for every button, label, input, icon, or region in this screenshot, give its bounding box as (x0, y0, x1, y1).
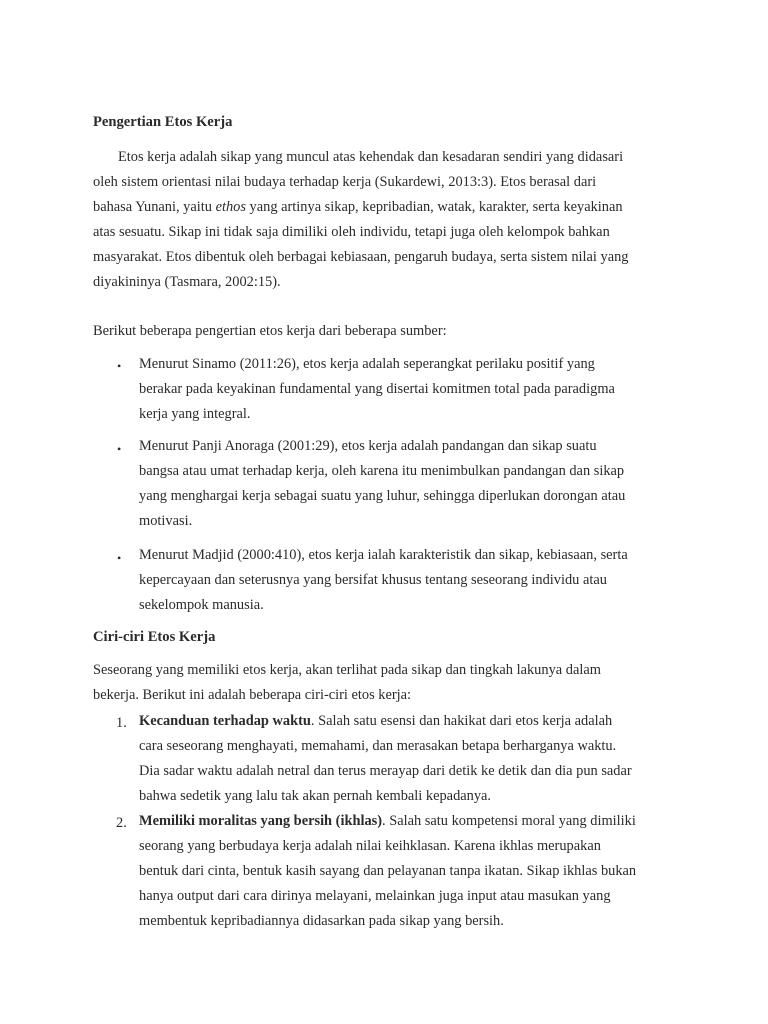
paragraph-line: diyakininya (Tasmara, 2002:15). (93, 274, 281, 290)
list-item-line: yang menghargai kerja sebagai suatu yang luhur, sehingga diperlukan dorongan atau (139, 488, 626, 504)
numbered-list-item (139, 809, 699, 934)
section-heading-ciri-ciri: Ciri-ciri Etos Kerja (93, 629, 216, 645)
list-item-line: kerja yang integral. (139, 406, 251, 422)
paragraph-line (93, 195, 683, 220)
list-number: 1. (116, 715, 127, 731)
section-heading-pengertian: Pengertian Etos Kerja (93, 114, 233, 130)
paragraph-text: yang artinya sikap, kepribadian, watak, karakter, serta keyakinan (245, 199, 623, 215)
list-item-line: seorang yang berbudaya kerja adalah nilai keihklasan. Karena ikhlas merupakan (139, 838, 601, 854)
numbered-list-item (139, 709, 699, 809)
list-item-line: Menurut Sinamo (2011:26), etos kerja adalah seperangkat perilaku positif yang (139, 356, 595, 372)
list-item-line: motivasi. (139, 513, 193, 529)
list-item-text: . Salah satu esensi dan hakikat dari etos kerja adalah (310, 713, 613, 729)
italic-term: ethos (215, 199, 246, 215)
list-number: 2. (116, 815, 127, 831)
list-item-line: berakar pada keyakinan fundamental yang disertai komitmen total pada paradigma (139, 381, 615, 397)
list-item-line: Dia sadar waktu adalah netral dan terus merayap dari detik ke detik dan dia pun sadar (139, 763, 632, 779)
paragraph-line: Etos kerja adalah sikap yang muncul atas kehendak dan kesadaran sendiri yang didasari (118, 149, 624, 165)
paragraph-intro (93, 319, 683, 344)
paragraph-line: Seseorang yang memiliki etos kerja, akan terlihat pada sikap dan tingkah lakunya dalam (93, 662, 601, 678)
paragraph-line: bekerja. Berikut ini adalah beberapa ciri-ciri etos kerja: (93, 687, 412, 703)
paragraph-line: oleh sistem orientasi nilai budaya terhadap kerja (Sukardewi, 2013:3). Etos berasal dari (93, 174, 597, 190)
list-item-line: bahwa sedetik yang lalu tak akan pernah kembali kepadanya. (139, 788, 492, 804)
list-item-line (139, 709, 699, 734)
list-item-line: cara seseorang menghayati, memahami, dan merasakan betapa berharganya waktu. (139, 738, 617, 754)
paragraph-line: atas sesuatu. Sikap ini tidak saja dimiliki oleh individu, tetapi juga oleh kelompok bahkan (93, 224, 610, 240)
list-item-line: sekelompok manusia. (139, 597, 264, 613)
list-item-line: bentuk dari cinta, bentuk kasih sayang dan pelayanan tanpa ikatan. Sikap ikhlas bukan (139, 863, 637, 879)
paragraph-intro-ciri (93, 658, 683, 708)
bold-term: Memiliki moralitas yang bersih (ikhlas) (139, 813, 383, 829)
paragraph-definition (93, 145, 683, 295)
list-item-text: . Salah satu kompetensi moral yang dimiliki (382, 813, 636, 829)
bullet-icon: • (117, 551, 122, 565)
list-item-line: Menurut Panji Anoraga (2001:29), etos kerja adalah pandangan dan sikap suatu (139, 438, 597, 454)
paragraph-line: Berikut beberapa pengertian etos kerja dari beberapa sumber: (93, 323, 447, 339)
bold-term: Kecanduan terhadap waktu (139, 713, 311, 729)
list-item (139, 543, 699, 618)
list-item-line: membentuk kepribadiannya didasarkan pada sikap yang bersih. (139, 913, 504, 929)
list-item-line: hanya output dari cara dirinya melayani, melainkan juga input atau masukan yang (139, 888, 611, 904)
list-item-line: kepercayaan dan seterusnya yang bersifat khusus tentang seseorang individu atau (139, 572, 607, 588)
paragraph-line: masyarakat. Etos dibentuk oleh berbagai kebiasaan, pengaruh budaya, serta sistem nilai yang (93, 249, 629, 265)
list-item (139, 434, 699, 534)
bullet-icon: • (117, 442, 122, 456)
paragraph-text: bahasa Yunani, yaitu (93, 199, 216, 215)
list-item (139, 352, 699, 427)
bullet-icon: • (117, 359, 122, 373)
list-item-line: bangsa atau umat terhadap kerja, oleh karena itu menimbulkan pandangan dan sikap (139, 463, 625, 479)
list-item-line (139, 809, 699, 834)
list-item-line: Menurut Madjid (2000:410), etos kerja ialah karakteristik dan sikap, kebiasaan, serta (139, 547, 628, 563)
